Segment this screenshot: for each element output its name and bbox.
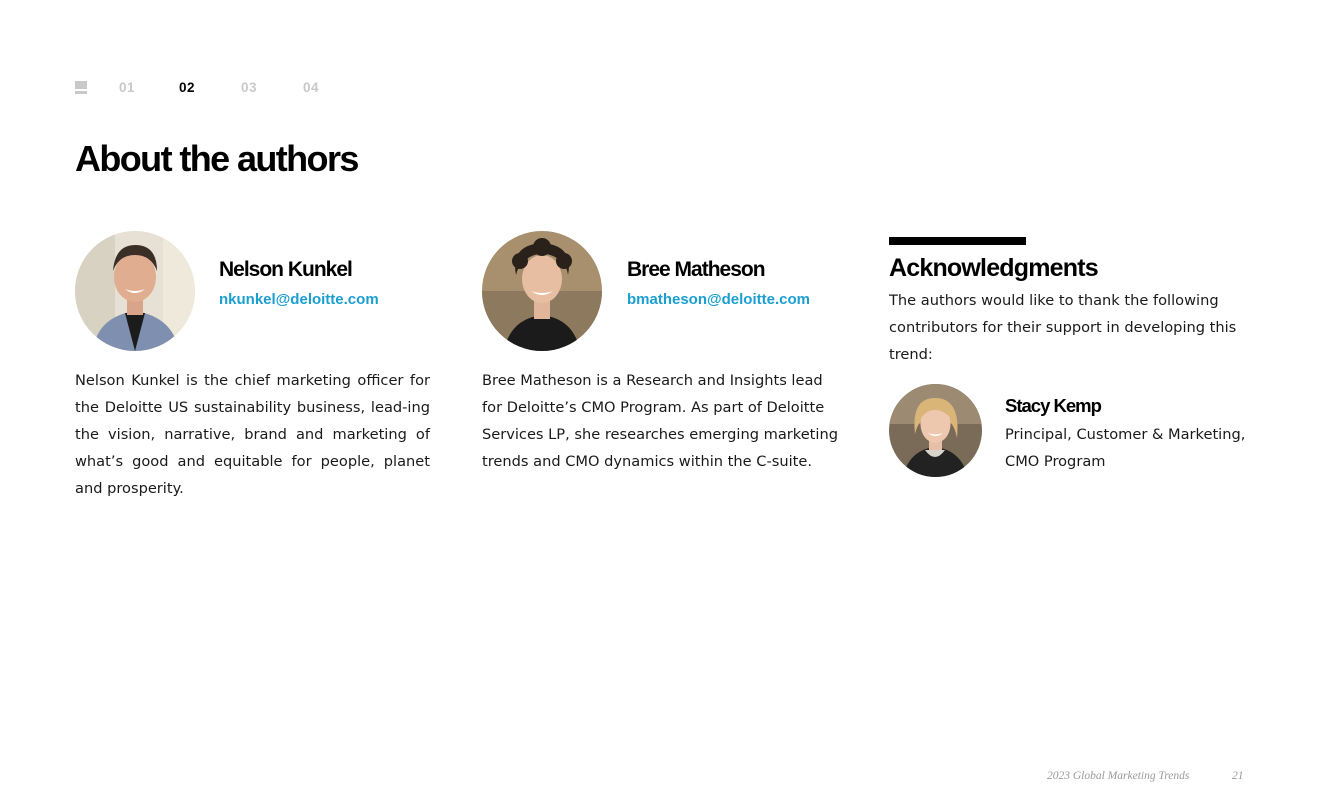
tab-02[interactable]: 02 — [179, 80, 196, 95]
tab-01[interactable]: 01 — [119, 80, 136, 95]
author-name-bree: Bree Matheson — [627, 258, 765, 281]
acknowledgments-rule — [889, 237, 1026, 245]
home-icon[interactable] — [75, 81, 87, 94]
author-name-nelson: Nelson Kunkel — [219, 258, 352, 281]
footer-page-number: 21 — [1232, 770, 1244, 782]
author-photo-nelson — [75, 231, 195, 351]
contributor-photo-stacy — [889, 384, 982, 477]
contributor-name-stacy: Stacy Kemp — [1005, 395, 1101, 416]
author-email-nelson[interactable]: nkunkel@deloitte.com — [219, 291, 379, 308]
author-photo-bree — [482, 231, 602, 351]
page-title: About the authors — [75, 138, 358, 179]
footer-publication: 2023 Global Marketing Trends — [1047, 770, 1190, 782]
tab-04[interactable]: 04 — [303, 80, 320, 95]
acknowledgments-title: Acknowledgments — [889, 254, 1098, 282]
contributor-role-stacy: Principal, Customer & Marketing, CMO Program — [1005, 426, 1246, 470]
acknowledgments-text: The authors would like to thank the following contributors for their support in developing this trend: — [889, 292, 1237, 363]
author-bio-nelson: Nelson Kunkel is the chief marketing officer for the Deloitte US sustainability business, lead-ing the vision, narrative, brand and marketing of what’s good and equitable for people, planet and prosperity. — [75, 372, 430, 497]
author-email-bree[interactable]: bmatheson@deloitte.com — [627, 291, 810, 308]
tab-03[interactable]: 03 — [241, 80, 258, 95]
author-bio-bree: Bree Matheson is a Research and Insights lead for Deloitte’s CMO Program. As part of Deloitte Services LP, she researches emerging marketing trends and CMO dynamics within the C-suite. — [482, 372, 838, 470]
